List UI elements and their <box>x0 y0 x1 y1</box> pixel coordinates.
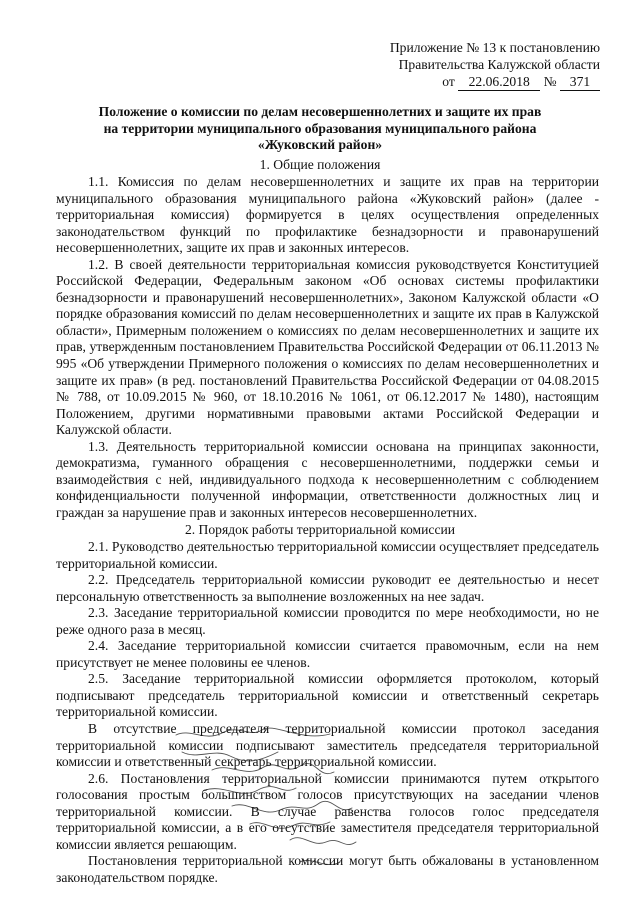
paragraph-2-1: 2.1. Руководство деятельностью территориальной комиссии осуществляет председатель территориальной комиссии. <box>56 539 599 571</box>
paragraph-2-6-continued: Постановления территориальной комиссии могут быть обжалованы в установленном законодательством порядке. <box>56 853 599 885</box>
title-line-3: «Жуковский район» <box>257 137 383 152</box>
section-2-body <box>56 539 599 886</box>
section-1-heading: 1. Общие положения <box>259 157 381 172</box>
government-line: Правительства Калужской области <box>398 57 600 72</box>
paragraph-2-3: 2.3. Заседание территориальной комиссии проводится по мере необходимости, но не реже одного раза в месяц. <box>56 605 599 637</box>
paragraph-2-5: 2.5. Заседание территориальной комиссии оформляется протоколом, который подписывают председатель территориальной комиссии и ответственный секретарь территориальной комиссии. <box>56 671 599 720</box>
paragraph-1-2: 1.2. В своей деятельности территориальная комиссия руководствуется Конституцией Российской Федерации, Федеральным законом «Об основах системы профилактики безнадзорности и правонарушений несовершеннолетних», Законом Калужской области «О порядке образования комиссий по делам несовершеннолетних и защите их прав в Калужской области», Примерным положением о комиссиях по делам несовершеннолетних и защите их прав, утвержденным постановлением Правительства Российской Федерации от 06.11.2013 № 995 «Об утверждении Примерного положения о комиссиях по делам несовершеннолетних и защите их прав» (в ред. постановлений Правительства Российской Федерации от 04.08.2015 № 788, от 10.09.2015 № 960, от 18.10.2016 № 1061, от 06.12.2017 № 1480), настоящим Положением, другими нормативными правовыми актами Российской Федерации и Калужской области. <box>56 256 599 438</box>
number-prefix: № <box>543 74 557 89</box>
date-value: 22.06.2018 <box>458 74 540 91</box>
title-line-2: на территории муниципального образования муниципального района <box>103 120 537 136</box>
paragraph-2-4: 2.4. Заседание территориальной комиссии считается правомочным, если на нем присутствует не менее половины ее членов. <box>56 638 599 670</box>
date-number-line <box>442 74 600 91</box>
paragraph-2-2: 2.2. Председатель территориальной комиссии руководит ее деятельностью и несет персональную ответственность за выполнение возложенных на нее задач. <box>56 572 599 604</box>
paragraph-2-6: 2.6. Постановления территориальной комиссии принимаются путем открытого голосования простым большинством голосов присутствующих на заседании членов территориальной комиссии. В случае равенства голосов голос председателя территориальной комиссии, а в его отсутствие заместителя председателя территориальной комиссии является решающим. <box>56 770 599 852</box>
number-value: 371 <box>560 74 600 91</box>
section-2-heading: 2. Порядок работы территориальной комиссии <box>184 522 456 537</box>
appendix-line: Приложение № 13 к постановлению <box>389 40 600 55</box>
paragraph-2-5-continued: В отсутствие председателя территориальной комиссии протокол заседания территориальной комиссии подписывают заместитель председателя территориальной комиссии и ответственный секретарь территориальной комиссии. <box>56 721 599 770</box>
title-line-1: Положение о комиссии по делам несовершеннолетних и защите их прав <box>98 104 542 119</box>
section-1-body <box>56 174 599 521</box>
paragraph-1-3: 1.3. Деятельность территориальной комиссии основана на принципах законности, демократизма, гуманного обращения с несовершеннолетними, поддержки семьи и взаимодействия с ней, индивидуального подхода к несовершеннолетним с соблюдением конфиденциальности полученной информации, ответственности должностных лиц и граждан за нарушение прав и законных интересов несовершеннолетних. <box>56 438 599 520</box>
paragraph-1-1: 1.1. Комиссия по делам несовершеннолетних и защите их прав на территории муниципального образования муниципального района «Жуковский район» (далее - территориальная комиссия) формируется в целях осуществления определенных законодательством функций по профилактике безнадзорности и правонарушений несовершеннолетних, защите их прав и законных интересов. <box>56 174 599 256</box>
date-prefix: от <box>442 74 455 89</box>
document-title <box>60 104 580 154</box>
